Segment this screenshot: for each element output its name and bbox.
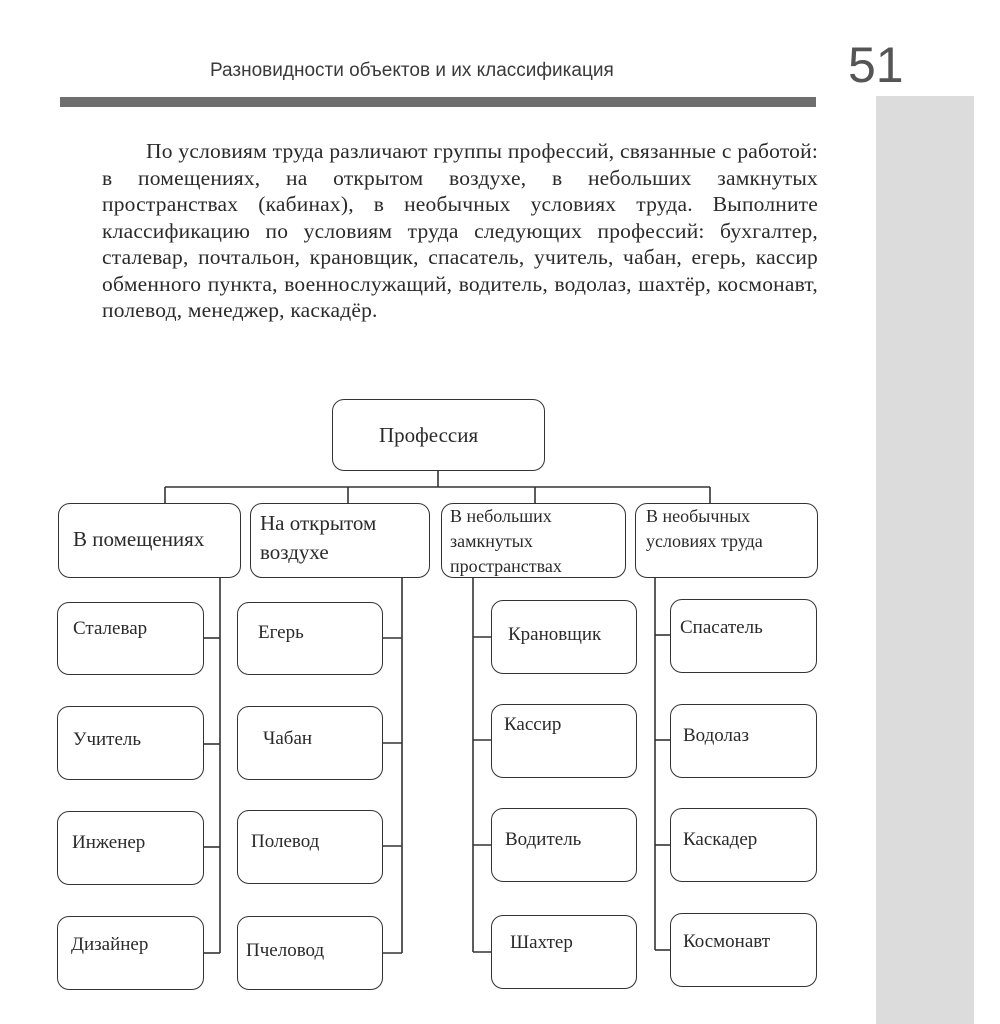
profession-box [237,706,383,780]
profession-box [57,811,204,885]
profession-label: Сталевар [73,618,148,639]
profession-box [57,602,204,675]
profession-label: Егерь [258,622,304,643]
profession-box [670,599,817,673]
page-number: 51 [848,37,904,93]
profession-label: Водолаз [683,725,749,746]
profession-box [670,808,817,882]
root-label: Профессия [379,423,479,447]
category-label: В необычных условиях труда [646,506,763,551]
category-label: В помещениях [73,527,205,551]
profession-box [237,810,383,884]
profession-label: Кассир [504,714,562,735]
category-box-indoors [58,503,241,578]
profession-label: Инженер [72,832,146,853]
category-box-cabins [441,503,626,578]
profession-label: Космонавт [683,931,771,952]
root-box [332,399,545,471]
profession-box [491,808,637,882]
profession-box [670,704,817,778]
profession-label: Крановщик [508,624,602,645]
category-label: В небольших замкнутых пространствах [450,506,562,576]
profession-label: Учитель [73,729,142,750]
profession-label: Водитель [505,829,582,850]
profession-box [237,602,383,675]
profession-label: Шахтер [510,932,573,953]
task-paragraph: По условиям труда различают группы профессий, связанные с работой: в помещениях, на открытом воздухе, в небольших замкнутых пространствах (кабинах), в необычных условиях труда. Выполните классификацию по условиям труда следующих профессий: бухгалтер, сталевар, почтальон, крановщик, спасатель, учитель, чабан, егерь, кассир обменного пункта, военнослужащий, водитель, водолаз, шахтёр, космонавт, полевод, менеджер, каскадёр. [102,139,818,322]
profession-label: Пчеловод [246,940,325,961]
category-label: На открытом воздухе [260,511,377,564]
profession-box [57,706,204,780]
profession-label: Полевод [251,831,320,852]
category-box-outdoors [250,503,430,578]
category-box-unusual [635,503,818,578]
profession-box [491,915,637,989]
profession-box [57,916,204,990]
profession-box [670,913,817,987]
profession-label: Спасатель [680,617,763,638]
profession-label: Каскадер [683,829,758,850]
profession-box [491,600,637,674]
profession-box [237,916,383,990]
profession-box [491,704,637,778]
profession-label: Чабан [263,728,313,749]
running-header: Разновидности объектов и их классификация [210,60,614,81]
profession-label: Дизайнер [71,934,149,955]
